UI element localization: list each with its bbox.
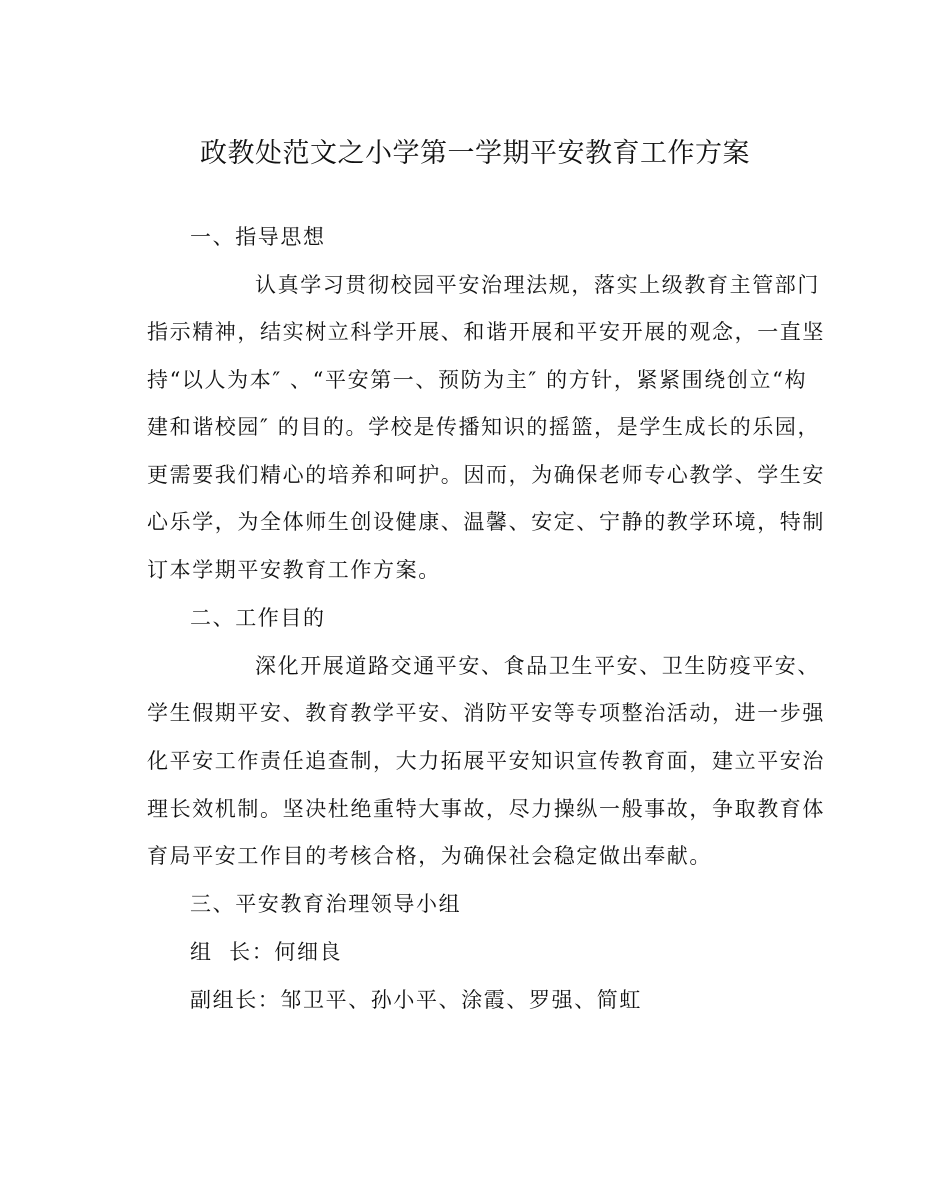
paragraph-line: 认真学习贯彻校园平安治理法规，落实上级教育主管部门 [255,273,820,297]
paragraph-line: 指示精神，结实树立科学开展、和谐开展和平安开展的观念，一直坚 [147,320,825,344]
document-title: 政教处范文之小学第一学期平安教育工作方案 [200,138,750,169]
section-heading-work-goals: 二、工作目的 [190,606,326,630]
paragraph-line: 更需要我们精心的培养和呵护。因而，为确保老师专心教学、学生安 [147,463,825,487]
paragraph-line: 心乐学，为全体师生创设健康、温馨、安定、宁静的教学环境，特制 [147,510,825,534]
paragraph-line: 订本学期平安教育工作方案。 [147,558,441,582]
deputy-leaders-line: 副组长：邹卫平、孙小平、涂霞、罗强、简虹 [190,988,642,1012]
paragraph-line: 深化开展道路交通平安、食品卫生平安、卫生防疫平安、 [255,654,820,678]
paragraph-line: 建和谐校园″ 的目的。学校是传播知识的摇篮，是学生成长的乐园， [147,415,821,439]
paragraph-line: 化平安工作责任追查制，大力拓展平安知识宣传教育面，建立平安治 [147,749,825,773]
paragraph-line: 持“以人为本″ 、“平安第一、预防为主″ 的方针，紧紧围绕创立“构 [147,368,808,392]
paragraph-line: 育局平安工作目的考核合格，为确保社会稳定做出奉献。 [147,844,712,868]
group-leader-line: 组 长：何细良 [190,940,343,964]
paragraph-line: 学生假期平安、教育教学平安、消防平安等专项整治活动，进一步强 [147,701,825,725]
paragraph-line: 理长效机制。坚决杜绝重特大事故，尽力操纵一般事故，争取教育体 [147,797,825,821]
section-heading-guiding-ideology: 一、指导思想 [190,225,326,249]
section-heading-leadership-group: 三、平安教育治理领导小组 [190,892,462,916]
